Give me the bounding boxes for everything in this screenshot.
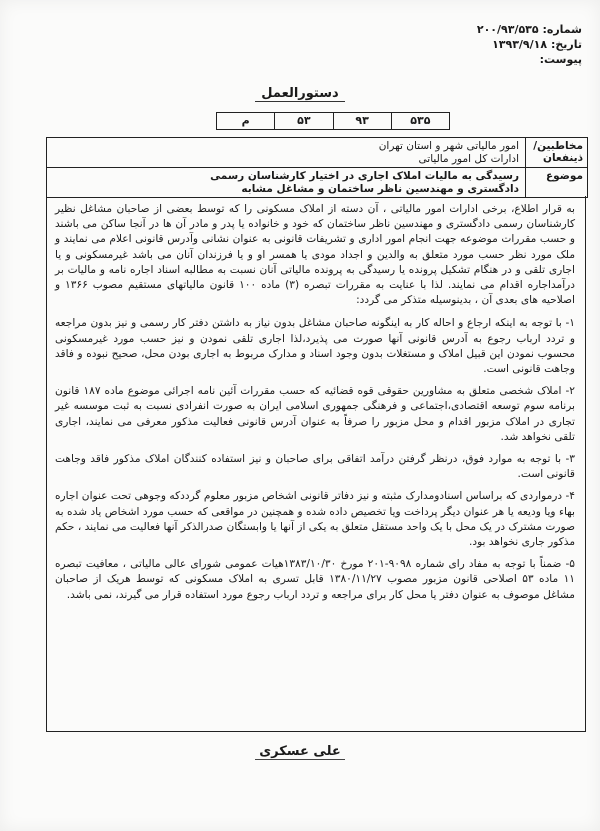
subject-line: رسیدگی به مالیات املاک اجاری در اختیار کارشناسان رسمی <box>210 170 519 182</box>
signature <box>0 744 600 759</box>
clause-paragraph: ۳- با توجه به موارد فوق، درنظر گرفتن درآمد اتفاقی برای صاحبان و نیز استفاده کنندگان املاک مذکور فاقد وجاهت قانونی است. <box>55 453 575 481</box>
code-cell: ۵۳ <box>274 113 332 129</box>
intro-paragraph: به قرار اطلاع، برخی ادارات امور مالیاتی ، آن دسته از املاک مسکونی را که توسط بعضی از صاحبان مشاغل نظیر کارشناسان رسمی دادگستری و مهندسین ناظر ساختمان که خود و خانواده یا پدر و مادر آن ها در آنجا ساکن می باشند و حسب مقررات موضوعه جهت انجام امور اداری و تشریفات قانونی به عنوان نشانی وآدرس قانونی اعلام می نمایند و ملک مورد نظر حسب مورد متعلق به والدین و اجداد مودی یا همسر او و یا فرزندان آنان می باشد غیرمسکونی و یا اجاری تلقی و در هنگام تشکیل پرونده یا رسیدگی به پرونده مالیاتی آنان نسبت به مطالبه اسناد اجاره نامه و مالیات بر درآمداجاره اقدام می نمایند. لذا با عنایت به مقررات تبصره (۳) ماده ۱۰۰ قانون مالیاتهای مستقیم مصوب ۱۳۶۶ و اصلاحیه های بعدی آن ، بدینوسیله متذکر می گردد: <box>55 203 575 307</box>
clause-paragraph: ۵- ضمناً با توجه به مفاد رای شماره ۹۰۹۸-۲۰۱ مورخ ۱۳۸۳/۱۰/۳۰هیات عمومی شورای عالی مالیاتی ، معافیت تبصره ۱۱ ماده ۵۳ اصلاحی قانون مزبور مصوب ۱۳۸۰/۱۱/۲۷ قابل تسری به املاک مسکونی که توسط هریک از صاحبان مشاغل موصوف به عنوان دفتر یا محل کار برای مراجعه و تردد ارباب رجوع مورد استفاده قرار می گیرند، نمی باشد. <box>55 558 575 601</box>
letter-attachment: پیوست: <box>539 53 582 66</box>
signatory-name: علی عسکری <box>255 744 345 760</box>
subject-line: دادگستری و مهندسین ناظر ساختمان و مشاغل مشابه <box>241 183 519 195</box>
directive-body <box>46 196 586 732</box>
recipients-label: مخاطبین/ ذینفعان <box>525 138 587 167</box>
letter-number: شماره: ۲۰۰/۹۳/۵۳۵ <box>476 23 582 36</box>
document-title <box>0 86 600 101</box>
recipients-line: ادارات کل امور مالیاتی <box>418 153 519 165</box>
recipients-row <box>47 138 587 167</box>
clause-paragraph: ۲- املاک شخصی متعلق به مشاورین حقوقی قوه قضائیه که حسب مقررات آئین نامه اجرائی موضوع ماده ۱۸۷ قانون برنامه سوم توسعه اقتصادی،اجتماعی و فرهنگی جمهوری اسلامی ایران به صورت انفرادی نسبت به ثبت موسسه غیر تجاری در املاک مزبور اقدام و محل مزبور را صرفاً به عنوان آدرس قانونی فعالیت مذکور معرفی می نمایند، اجاری تلقی نخواهد شد. <box>55 385 575 443</box>
recipients-line: امور مالیاتی شهر و استان تهران <box>378 140 519 152</box>
clause-paragraph: ۱- با توجه به اینکه ارجاع و احاله کار به اینگونه صاحبان مشاغل بدون نیاز به داشتن دفتر کار رسمی و نیز بدون مراجعه و تردد ارباب رجوع به آدرس قانونی آنها صورت می پذیرد،لذا اجاری تلقی نمودن و نیز حسب مورد غیرمسکونی محسوب نمودن این قبیل املاک و مستغلات بدون وجود اسناد و مدارک مربوط به اجاری بودن محل، صحیح نبوده و فاقد وجاهت قانونی است. <box>55 317 575 376</box>
subject-row <box>47 167 587 197</box>
code-cell: م <box>241 114 250 127</box>
code-cell: ۹۳ <box>333 113 391 129</box>
letter-date: تاریخ: ۱۳۹۳/۹/۱۸ <box>492 38 582 51</box>
clause-paragraph: ۴- درمواردی که براساس اسنادومدارک مثبته و نیز دفاتر قانونی اشخاص مزبور معلوم گرددکه وجوهی تحت عنوان اجاره بهاء ویا ودیعه یا هر عنوان دیگر پرداخت ویا تخصیص داده شده و همچنین در مواقعی که حسب مورد اشخاص یاد شده به صورت مشترک در یک محل با یک واحد مستقل متعلق به یکی از آنها یا وابستگان صدرالذکر آنها فعالیت می نمایند ، حکم مذکور جاری نخواهد بود. <box>55 490 575 549</box>
letter-meta <box>382 22 582 67</box>
subject-value <box>47 168 525 197</box>
code-cell: ۵۳۵ <box>391 113 449 129</box>
recipients-value <box>47 138 525 167</box>
subject-label: موضوع <box>525 168 587 197</box>
document-title-text: دستورالعمل <box>255 86 344 102</box>
header-table <box>46 137 588 198</box>
directive-code-box <box>216 112 450 130</box>
